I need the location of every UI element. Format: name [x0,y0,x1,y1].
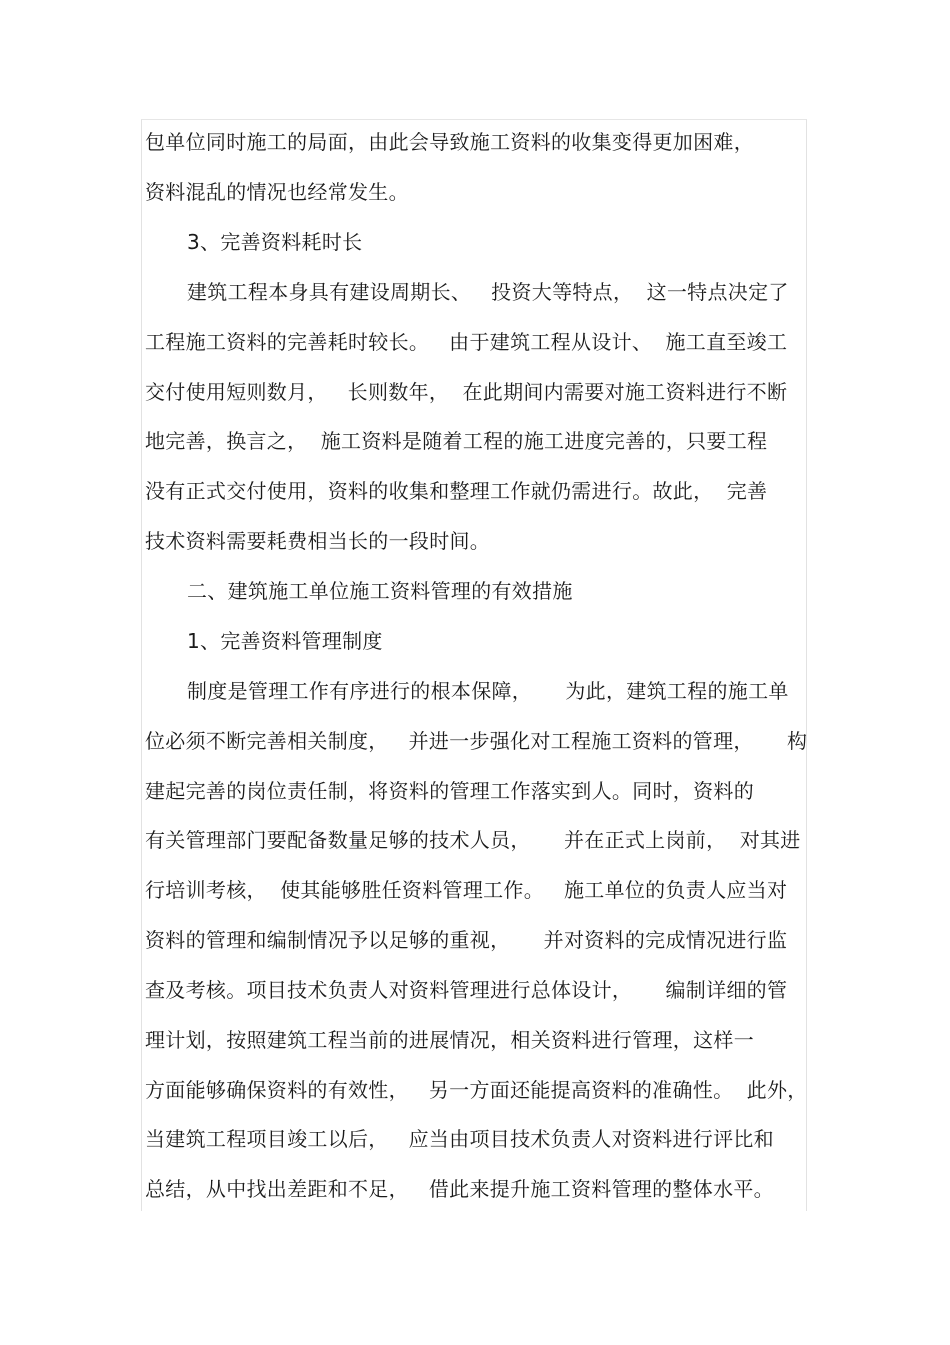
text-line-2: 资料混乱的情况也经常发生。 [145,180,409,204]
text-line-18: 查及考核。项目技术负责人对资料管理进行总体设计， 编制详细的管 [145,978,788,1002]
text-line-15: 有关管理部门要配备数量足够的技术人员， 并在正式上岗前， 对其进 [145,828,801,852]
text-line-4: 建筑工程本身具有建设周期长、 投资大等特点， 这一特点决定了 [187,280,789,304]
text-line-13: 位必须不断完善相关制度， 并进一步强化对工程施工资料的管理， 构 [145,729,808,753]
text-line-7: 地完善，换言之， 施工资料是随着工程的施工进度完善的，只要工程 [145,429,768,453]
text-line-16: 行培训考核， 使其能够胜任资料管理工作。 施工单位的负责人应当对 [145,878,788,902]
heading-3-time-consuming: 3、完善资料耗时长 [187,230,363,254]
text-line-19: 理计划，按照建筑工程当前的进展情况，相关资料进行管理，这样一 [145,1028,754,1052]
text-line-14: 建起完善的岗位责任制，将资料的管理工作落实到人。同时，资料的 [145,779,754,803]
text-line-17: 资料的管理和编制情况予以足够的重视， 并对资料的完成情况进行监 [145,928,788,952]
text-line-12: 制度是管理工作有序进行的根本保障， 为此，建筑工程的施工单 [187,679,789,703]
text-line-22: 总结，从中找出差距和不足， 借此来提升施工资料管理的整体水平。 [145,1177,774,1201]
text-line-20: 方面能够确保资料的有效性， 另一方面还能提高资料的准确性。 此外， [145,1078,808,1102]
text-line-9: 技术资料需要耗费相当长的一段时间。 [145,529,491,553]
text-line-1: 包单位同时施工的局面，由此会导致施工资料的收集变得更加困难， [145,130,754,154]
text-line-8: 没有正式交付使用，资料的收集和整理工作就仍需进行。故此， 完善 [145,479,768,503]
text-line-5: 工程施工资料的完善耗时较长。 由于建筑工程从设计、 施工直至竣工 [145,330,788,354]
heading-1-management-system: 1、完善资料管理制度 [187,629,383,653]
text-line-21: 当建筑工程项目竣工以后， 应当由项目技术负责人对资料进行评比和 [145,1127,774,1151]
section-heading-2: 二、建筑施工单位施工资料管理的有效措施 [187,579,573,603]
text-line-6: 交付使用短则数月， 长则数年， 在此期间内需要对施工资料进行不断 [145,380,788,404]
